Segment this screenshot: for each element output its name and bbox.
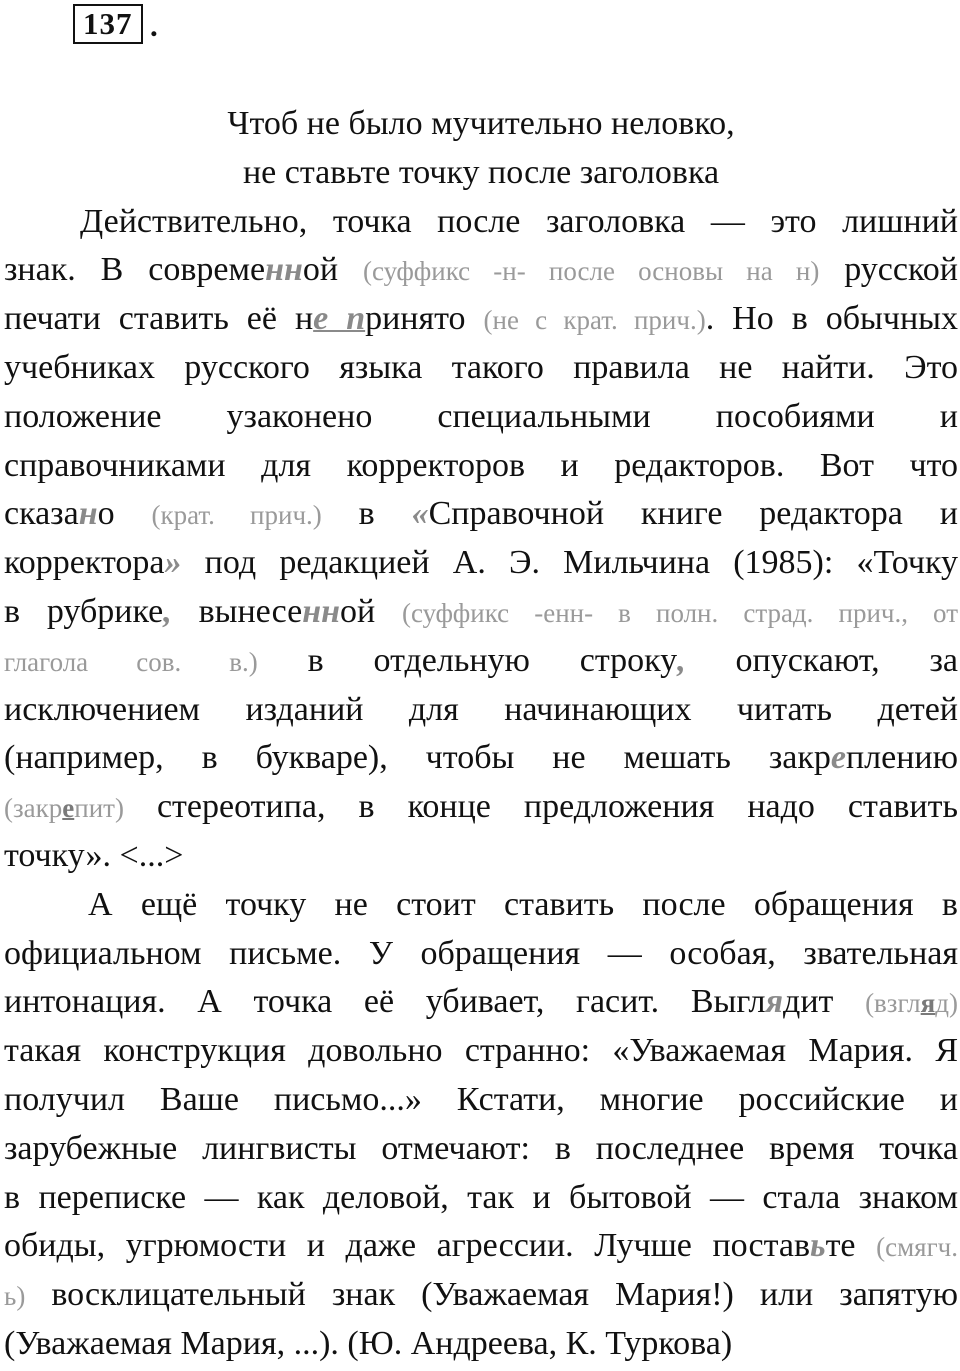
annotation: пит) [74,793,124,824]
p1-line-12 [4,734,958,783]
annotation: (суффикс -н- после основы на н) [362,256,820,287]
p2-line-3 [4,978,958,1027]
text: сказа [4,495,79,533]
highlight: я [765,983,784,1021]
text: опускают, за [685,641,959,679]
annotation-highlight: я [920,988,936,1019]
text: плению [845,739,958,777]
p1-line-11: исключением изданий для начинающих читать детей [4,690,958,728]
annotation: (смягч. [876,1232,958,1263]
text: ой [339,592,402,630]
text: ринято [365,300,484,338]
highlight: н [78,495,98,533]
p2-line-2: официальном письме. У обращения — особая, звательная [4,934,958,972]
p1-line-4: учебниках русского языка такого правила не найти. Это [4,348,958,386]
p1-line-2 [4,246,958,295]
text: дит [783,983,866,1021]
exercise-number: 137 [73,4,143,44]
text: стереотипа, в конце предложения надо ставить [123,788,958,826]
text: о [97,495,152,533]
text: русской [819,251,958,289]
p1-line-3 [4,295,958,344]
annotation: (не с крат. прич.) [483,305,706,336]
p1-line-13 [4,783,958,832]
annotation: (крат. прич.) [151,500,322,531]
annotation: ь) [4,1281,26,1312]
annotation-highlight: е [62,793,75,824]
annotation: (суффикс -енн- в полн. страд. прич., от [402,597,958,628]
p1-line-1: Действительно, точка после заголовка — это лишний [80,202,958,240]
text: знак. В совреме [4,251,266,289]
text: под редакцией А. Э. Мильчина (1985): «Точку [181,544,958,582]
p1-line-5: положение узаконено специальными пособиями и [4,397,958,435]
text: (например, в букваре), чтобы не мешать закр [4,739,831,777]
text: в отдельную строку [257,641,678,679]
text: интонация. А точка её убивает, гасит. Выгл [4,983,766,1021]
text: корректора [4,544,165,582]
text: обиды, угрюмости и даже агрессии. Лучше постав [4,1227,811,1265]
p2-line-5: получил Ваше письмо...» Кстати, многие российские и [4,1080,958,1118]
highlight: , [677,641,686,679]
p1-line-14: точку». <...> [4,836,184,874]
annotation: глагола сов. в.) [4,646,258,677]
text: те [825,1227,877,1265]
p2-line-10: (Уважаемая Мария, ...). (Ю. Андреева, К. Туркова) [4,1324,733,1362]
highlight: нн [265,251,303,289]
exercise-number-dot: . [150,8,158,43]
text: Справочной книге редактора и [428,495,958,533]
highlight: е [830,739,846,777]
p1-line-7 [4,490,958,539]
text: печати ставить её н [4,300,314,338]
title-line-1: Чтоб не было мучительно неловко, [227,105,735,142]
annotation: (взгл [865,988,921,1019]
p2-line-8 [4,1222,958,1271]
text: в рубрике [4,592,164,630]
text: в [321,495,412,533]
p2-line-1: А ещё точку не стоит ставить после обращения в [88,885,958,923]
text: . Но в обычных [705,300,958,338]
annotation: (закр [4,793,63,824]
text: вынесе [171,592,303,630]
p2-line-4: такая конструкция довольно странно: «Уважаемая Мария. Я [4,1032,958,1070]
title-line-2: не ставьте точку после заголовка [242,153,720,191]
highlight: е п [313,300,366,338]
exercise-text [4,100,958,1369]
highlight: нн [302,592,340,630]
p1-line-9 [4,588,958,637]
p1-line-8 [4,539,958,588]
highlight: » [164,544,182,582]
highlight: ь [810,1227,826,1265]
text: восклицательный знак (Уважаемая Мария!) или запятую [25,1276,958,1314]
p2-line-7: в переписке — как деловой, так и бытовой — стала знаком [4,1178,958,1216]
text: ой [302,251,363,289]
p1-line-10 [4,637,958,686]
annotation: д) [935,988,958,1019]
p2-line-6: зарубежные лингвисты отмечают: в последнее время точка [4,1129,958,1167]
p1-line-6: справочниками для корректоров и редакторов. Вот что [4,446,958,484]
p2-line-9 [4,1271,958,1320]
highlight: « [411,495,429,533]
highlight: , [163,592,172,630]
